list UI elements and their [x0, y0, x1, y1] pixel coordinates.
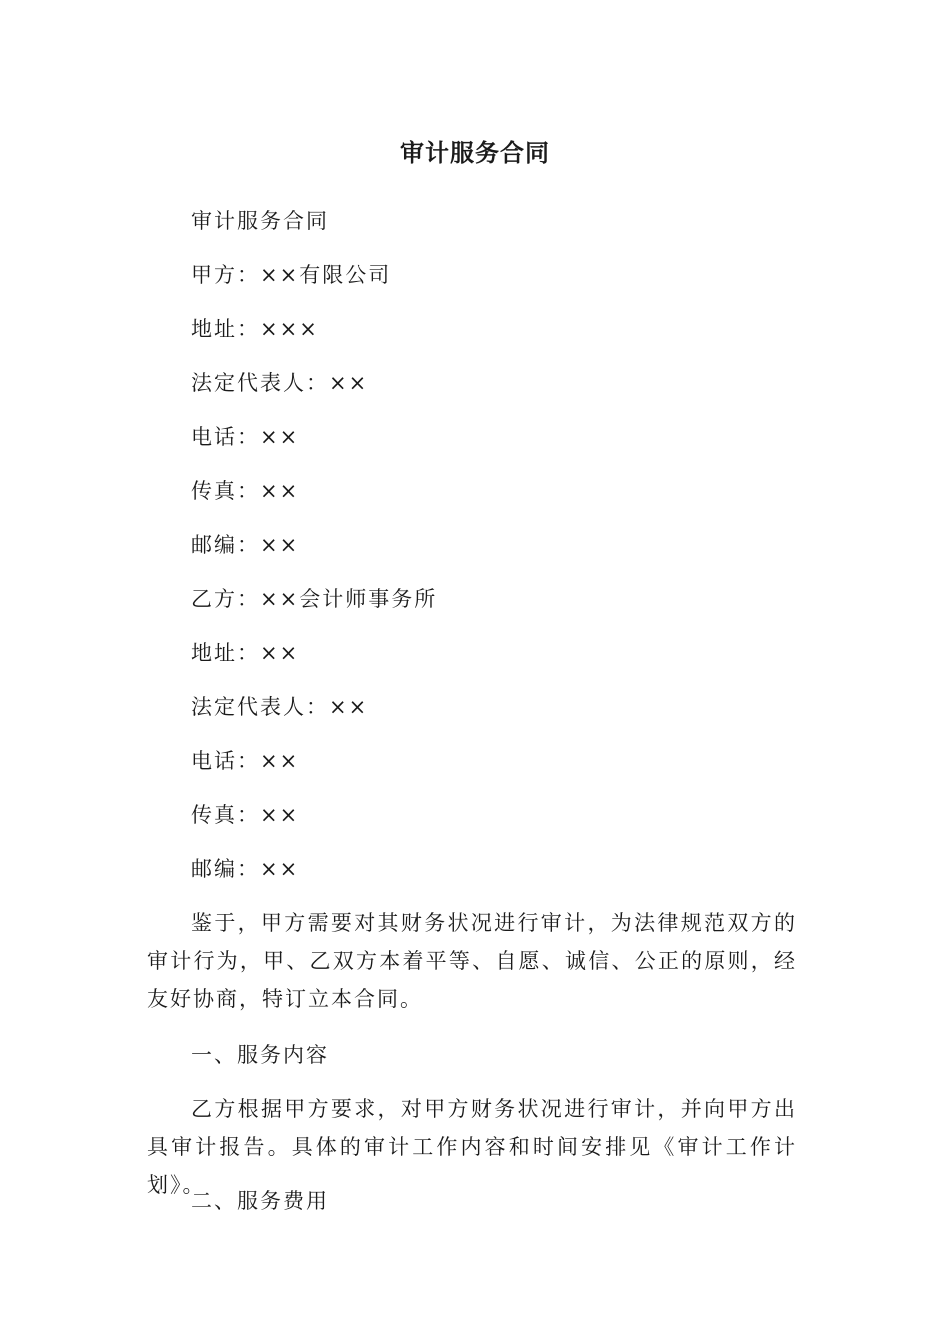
party-a-postcode: 邮编：×× [191, 533, 300, 557]
party-a-fax: 传真：×× [191, 479, 300, 503]
party-b-address: 地址：×× [191, 641, 300, 665]
party-a-name: 甲方：××有限公司 [191, 263, 392, 287]
party-a-address: 地址：××× [191, 317, 319, 341]
section-1-heading: 一、服务内容 [191, 1043, 329, 1067]
contract-name-line: 审计服务合同 [191, 209, 329, 233]
party-a-phone: 电话：×× [191, 425, 300, 449]
party-b-phone: 电话：×× [191, 749, 300, 773]
party-b-representative: 法定代表人：×× [191, 695, 369, 719]
section-1-body: 乙方根据甲方要求，对甲方财务状况进行审计，并向甲方出具审计报告。具体的审计工作内容和时间安排见《审计工作计划》。 [147, 1097, 797, 1197]
party-b-fax: 传真：×× [191, 803, 300, 827]
preamble-paragraph: 鉴于，甲方需要对其财务状况进行审计，为法律规范双方的审计行为，甲、乙双方本着平等、自愿、诚信、公正的原则，经友好协商，特订立本合同。 [147, 911, 797, 1011]
party-b-name: 乙方：××会计师事务所 [191, 587, 438, 611]
party-b-postcode: 邮编：×× [191, 857, 300, 881]
party-a-representative: 法定代表人：×× [191, 371, 369, 395]
section-2-heading: 二、服务费用 [191, 1189, 329, 1213]
document-title: 审计服务合同 [400, 139, 550, 167]
